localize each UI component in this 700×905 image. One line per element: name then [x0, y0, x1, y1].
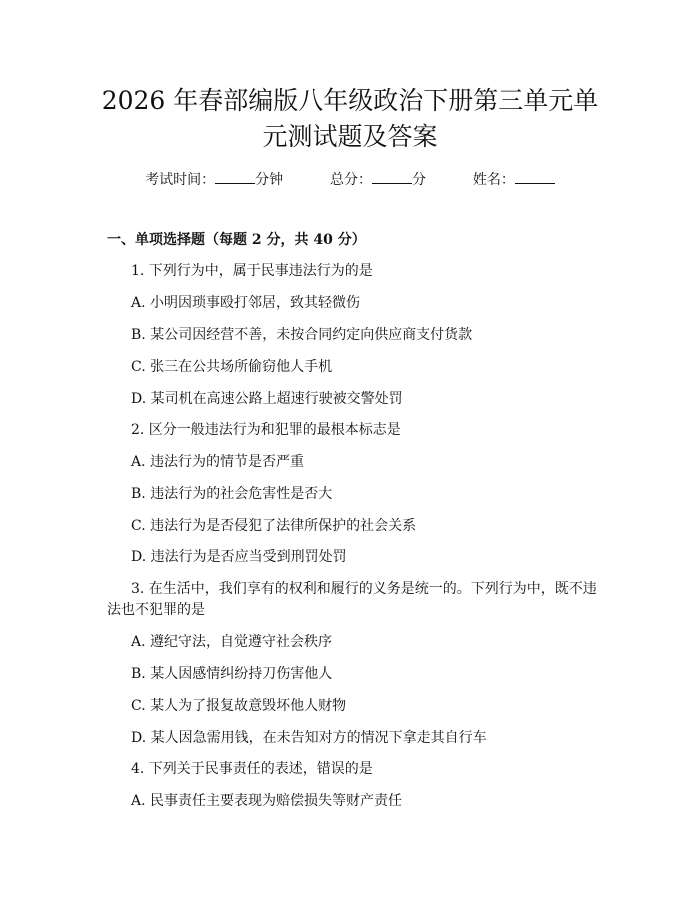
score-blank[interactable] [372, 171, 412, 184]
question-option: B. 违法行为的社会危害性是否大 [131, 486, 333, 502]
name-blank[interactable] [515, 171, 555, 184]
section-heading: 一、单项选择题（每题 2 分，共 40 分） [107, 232, 366, 248]
time-unit: 分钟 [255, 172, 284, 188]
question-stem: 3. 在生活中，我们享有的权利和履行的义务是统一的。下列行为中，既不违 [131, 581, 597, 597]
question-stem: 4. 下列关于民事责任的表述，错误的是 [131, 761, 373, 777]
question-option: C. 违法行为是否侵犯了法律所保护的社会关系 [131, 518, 417, 534]
question-option: A. 小明因琐事殴打邻居，致其轻微伤 [131, 295, 361, 311]
question-option: A. 违法行为的情节是否严重 [131, 454, 305, 470]
time-label: 考试时间： [145, 172, 216, 188]
question-option: D. 某人因急需用钱，在未告知对方的情况下拿走其自行车 [131, 730, 487, 746]
question-stem: 1. 下列行为中，属于民事违法行为的是 [131, 263, 373, 279]
question-option: C. 某人为了报复故意毁坏他人财物 [131, 698, 347, 714]
score-label: 总分： [330, 172, 372, 188]
question-option: C. 张三在公共场所偷窃他人手机 [131, 359, 333, 375]
question-option: A. 民事责任主要表现为赔偿损失等财产责任 [131, 793, 403, 809]
page-title: 2026 年春部编版八年级政治下册第三单元单 [101, 86, 599, 115]
question-option: B. 某人因感情纠纷持刀伤害他人 [131, 666, 333, 682]
page-title-continued: 元测试题及答案 [262, 122, 438, 151]
score-unit: 分 [412, 172, 426, 188]
time-blank[interactable] [215, 171, 255, 184]
question-stem: 2. 区分一般违法行为和犯罪的最根本标志是 [131, 422, 401, 438]
question-option: B. 某公司因经营不善，未按合同约定向供应商支付货款 [131, 327, 473, 343]
question-option: D. 违法行为是否应当受到刑罚处罚 [131, 549, 347, 565]
question-option: D. 某司机在高速公路上超速行驶被交警处罚 [131, 391, 403, 407]
exam-meta [0, 171, 700, 189]
question-stem-continued: 法也不犯罪的是 [107, 602, 205, 618]
question-option: A. 遵纪守法，自觉遵守社会秩序 [131, 634, 333, 650]
name-label: 姓名： [472, 172, 515, 188]
